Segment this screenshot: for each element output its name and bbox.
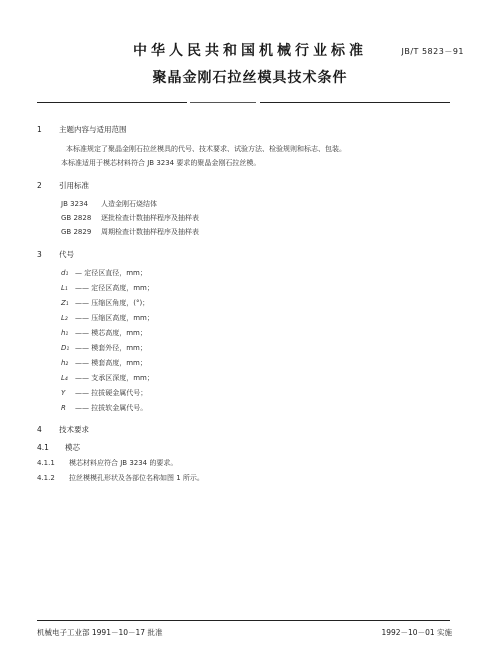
reference-item [61,213,199,223]
symbol: h₂ [61,359,69,367]
section-title: 技术要求 [59,425,89,434]
header-rule-right [260,102,450,103]
reference-item [61,227,199,237]
section-1-para-line-1: 本标准规定了聚晶金刚石拉丝模具的代号、技术要求、试验方法、检验规则和标志、包装。 [66,145,346,153]
footer-rule [37,620,450,621]
reference-code: JB 3234 [61,200,88,208]
symbol-definition: —— 模套高度，mm； [75,359,147,367]
section-number: 3 [37,250,42,259]
reference-code: GB 2829 [61,228,92,236]
clause-text: 模芯材料应符合 JB 3234 的要求。 [69,459,178,467]
symbol-definition: —— 压缩区高度，mm； [75,314,154,322]
symbol-item [61,298,149,308]
implementation-date: 1992－10－01 实施 [381,628,452,637]
symbol-definition: —— 拉拔软金属代号。 [75,404,148,412]
symbol-definition: —— 支承区深度，mm； [75,374,154,382]
section-4-heading [37,424,89,435]
symbol-definition: — 定径区直径，mm； [75,269,147,277]
clause-4-1-2 [37,473,204,483]
symbol-definition: —— 模套外径，mm； [75,344,147,352]
symbol: d₁ [61,269,69,277]
symbol-item [61,328,147,338]
reference-code: GB 2828 [61,214,92,222]
reference-title: 人造金刚石烧结体 [101,200,157,208]
section-title: 主题内容与适用范围 [59,125,127,134]
symbol: R [61,404,66,412]
symbol: D₁ [61,344,70,352]
symbol: Z₁ [61,299,69,307]
reference-title: 周期检查计数抽样程序及抽样表 [101,228,199,236]
document-title: 聚晶金刚石拉丝模具技术条件 [152,70,348,86]
clause-number: 4.1.2 [37,474,55,482]
symbol-item [61,283,154,293]
section-1-heading [37,124,127,135]
symbol-definition: —— 拉拔硬金属代号； [75,389,148,397]
header-rule-middle [190,102,256,103]
symbol-item [61,403,147,413]
section-title: 引用标准 [59,181,89,190]
org-title: 中华人民共和国机械行业标准 [133,43,367,59]
reference-item [61,199,157,209]
symbol-definition: —— 压缩区角度，(°)； [75,299,150,307]
section-number: 2 [37,181,42,190]
reference-title: 逐批检查计数抽样程序及抽样表 [101,214,199,222]
section-3-heading [37,249,74,260]
symbol-item [61,313,154,323]
symbol-item [61,358,147,368]
section-2-heading [37,180,89,191]
clause-number: 4.1.1 [37,459,55,467]
subsection-4-1 [37,442,80,453]
header-rule-left [37,102,187,103]
symbol: L₁ [61,284,68,292]
symbol-item [61,373,154,383]
symbol: L₂ [61,314,68,322]
section-number: 1 [37,125,42,134]
symbol-item [61,343,147,353]
symbol: L₄ [61,374,68,382]
section-number: 4 [37,425,42,434]
section-title: 代号 [59,250,74,259]
subsection-title: 模芯 [65,443,80,452]
symbol-item [61,268,147,278]
clause-4-1-1 [37,458,177,468]
clause-text: 拉丝模模孔形状及各部位名称如图 1 所示。 [69,474,204,482]
symbol: Y [61,389,66,397]
section-1-para-line-2: 本标准适用于模芯材料符合 JB 3234 要求的聚晶金刚石拉丝模。 [61,159,261,167]
approval-date: 机械电子工业部 1991－10－17 批准 [37,628,163,637]
subsection-number: 4.1 [37,443,49,452]
standard-number: JB/T 5823－91 [401,47,464,56]
symbol-item [61,388,147,398]
symbol-definition: —— 模芯高度，mm； [75,329,147,337]
symbol-definition: —— 定径区高度，mm； [75,284,154,292]
symbol: h₁ [61,329,69,337]
